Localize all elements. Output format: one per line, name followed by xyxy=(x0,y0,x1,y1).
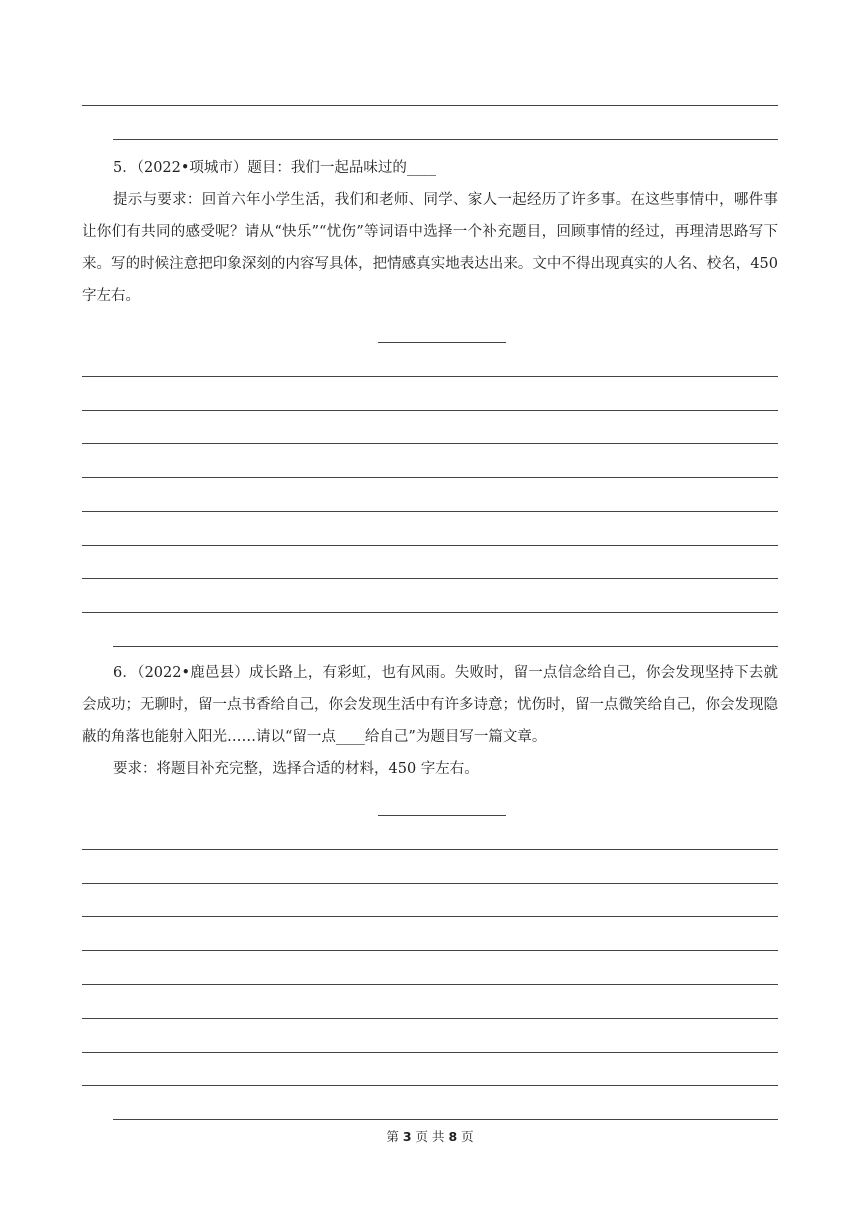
writing-line xyxy=(82,376,778,377)
writing-line xyxy=(113,646,778,647)
writing-line xyxy=(82,984,778,985)
footer-prefix: 第 xyxy=(386,1129,399,1144)
writing-line xyxy=(82,105,778,106)
writing-line xyxy=(82,883,778,884)
writing-line xyxy=(82,443,778,444)
writing-line xyxy=(82,410,778,411)
question-5-title-text: 5．（2022•项城市）题目：我们一起品味过的 xyxy=(113,160,407,176)
question-6-text-before: 6．（2022•鹿邑县）成长路上，有彩虹，也有风雨。失败时，留一点信念给自己，你会发现坚持下去就会成功；无聊时，留一点书香给自己，你会发现生活中有许多诗意；忧伤时，留一点微笑给自己，你会发现隐蔽的角落也能射入阳光……请以“留一点 xyxy=(82,665,778,745)
essay-title-line xyxy=(378,815,506,816)
footer-suffix: 页 xyxy=(461,1129,474,1144)
writing-line xyxy=(82,578,778,579)
footer-middle: 页 共 xyxy=(415,1129,445,1144)
writing-line xyxy=(82,612,778,613)
writing-line xyxy=(113,1119,778,1120)
writing-line xyxy=(82,511,778,512)
writing-line xyxy=(82,1052,778,1053)
writing-line xyxy=(82,916,778,917)
question-5-title xyxy=(113,152,778,184)
writing-line xyxy=(82,1085,778,1086)
writing-line xyxy=(113,139,778,140)
page-footer xyxy=(0,1128,860,1146)
question-6-text-after: 给自己”为题目写一篇文章。 xyxy=(364,729,547,745)
writing-line xyxy=(82,545,778,546)
writing-line xyxy=(82,1018,778,1019)
writing-line xyxy=(82,477,778,478)
writing-line xyxy=(82,950,778,951)
question-5-title-blank: ____ xyxy=(406,160,436,176)
essay-title-line xyxy=(378,342,506,343)
footer-page-number: 3 xyxy=(402,1129,412,1144)
writing-line xyxy=(82,849,778,850)
question-6-blank: ____ xyxy=(335,729,365,745)
footer-total-pages: 8 xyxy=(448,1129,458,1144)
question-6-text xyxy=(82,657,778,753)
question-6-requirement: 要求：将题目补充完整，选择合适的材料，450 字左右。 xyxy=(113,761,479,777)
question-5-prompt: 提示与要求：回首六年小学生活，我们和老师、同学、家人一起经历了许多事。在这些事情中，哪件事让你们有共同的感受呢？请从“快乐”“忧伤”等词语中选择一个补充题目，回顾事情的经过，再理清思路写下来。写的时候注意把印象深刻的内容写具体，把情感真实地表达出来。文中不得出现真实的人名、校名，450 字左右。 xyxy=(82,192,778,304)
